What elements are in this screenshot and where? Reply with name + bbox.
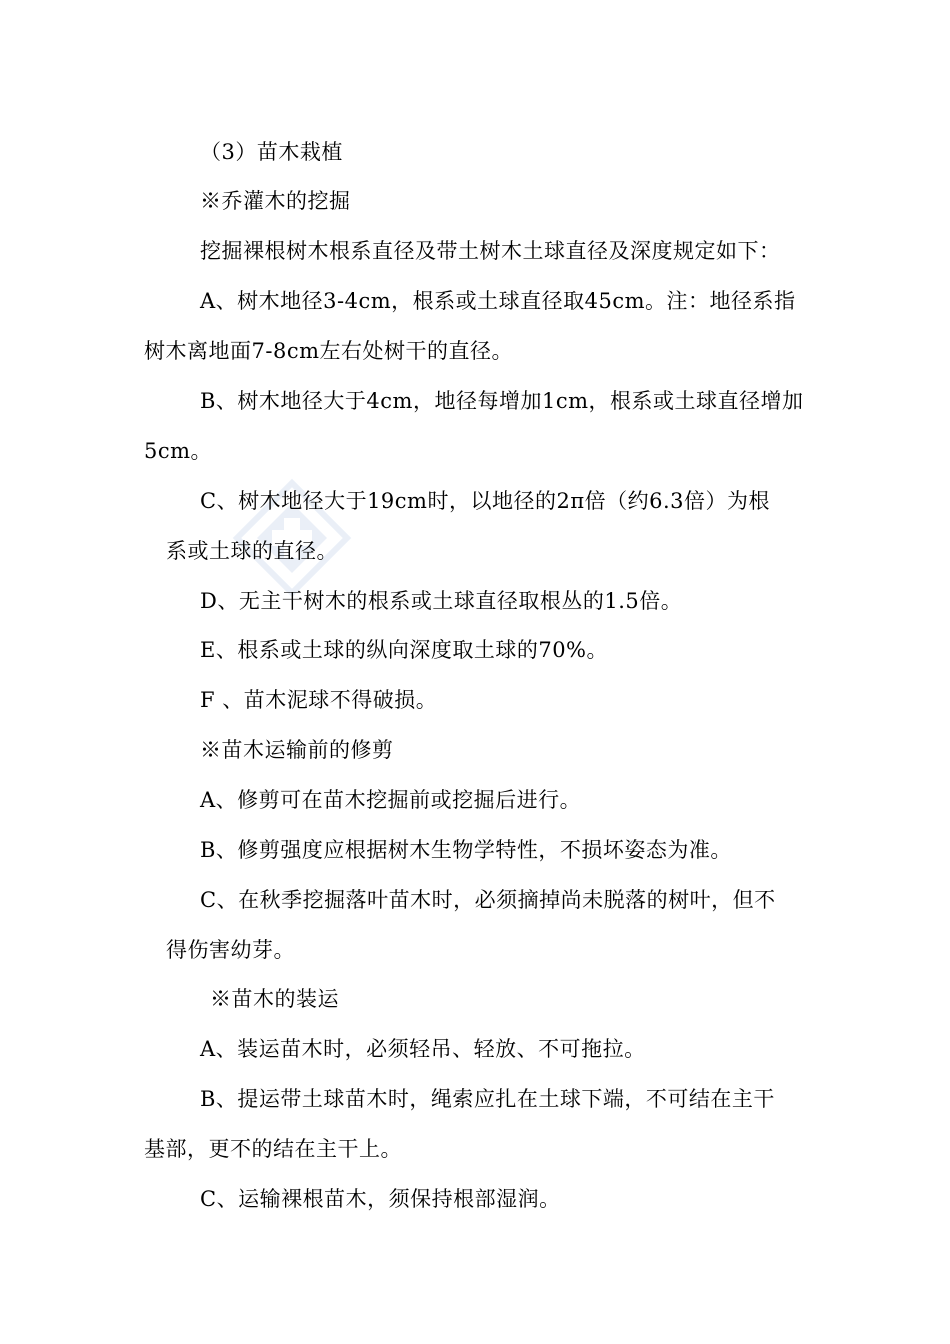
- paragraph-loading-a: A、装运苗木时，必须轻吊、轻放、不可拖拉。: [200, 1037, 646, 1061]
- subheading-loading: ※苗木的装运: [210, 987, 339, 1011]
- paragraph-loading-b-line2: 基部，更不的结在主干上。: [144, 1137, 402, 1161]
- subheading-excavation: ※乔灌木的挖掘: [200, 189, 351, 213]
- paragraph-c-line2: 系或土球的直径。: [166, 539, 338, 563]
- paragraph-pruning-c-line1: C、在秋季挖掘落叶苗木时，必须摘掉尚未脱落的树叶，但不: [200, 888, 776, 912]
- paragraph-pruning-b: B、修剪强度应根据树木生物学特性，不损坏姿态为准。: [200, 838, 732, 862]
- paragraph-f: F 、苗木泥球不得破损。: [200, 688, 438, 712]
- paragraph-pruning-a: A、修剪可在苗木挖掘前或挖掘后进行。: [200, 788, 582, 812]
- paragraph-c-line1: C、树木地径大于19cm时，以地径的2π倍（约6.3倍）为根: [200, 489, 771, 513]
- paragraph-loading-c: C、运输裸根苗木，须保持根部湿润。: [200, 1187, 561, 1211]
- paragraph-loading-b-line1: B、提运带土球苗木时，绳索应扎在土球下端，不可结在主干: [200, 1087, 775, 1111]
- subheading-pruning: ※苗木运输前的修剪: [200, 738, 394, 762]
- paragraph-e: E、根系或土球的纵向深度取土球的70%。: [200, 638, 609, 662]
- paragraph-pruning-c-line2: 得伤害幼芽。: [166, 938, 295, 962]
- paragraph-b-line2: 5cm。: [144, 439, 213, 463]
- paragraph-b-line1: B、树木地径大于4cm，地径每增加1cm，根系或土球直径增加: [200, 389, 804, 413]
- section-heading-planting: （3）苗木栽植: [200, 140, 343, 164]
- paragraph-a-line1: A、树木地径3-4cm，根系或土球直径取45cm。注：地径系指: [200, 289, 796, 313]
- paragraph-intro: 挖掘裸根树木根系直径及带土树木土球直径及深度规定如下：: [200, 239, 781, 263]
- paragraph-d: D、无主干树木的根系或土球直径取根丛的1.5倍。: [200, 589, 683, 613]
- paragraph-a-line2: 树木离地面7-8cm左右处树干的直径。: [144, 339, 513, 363]
